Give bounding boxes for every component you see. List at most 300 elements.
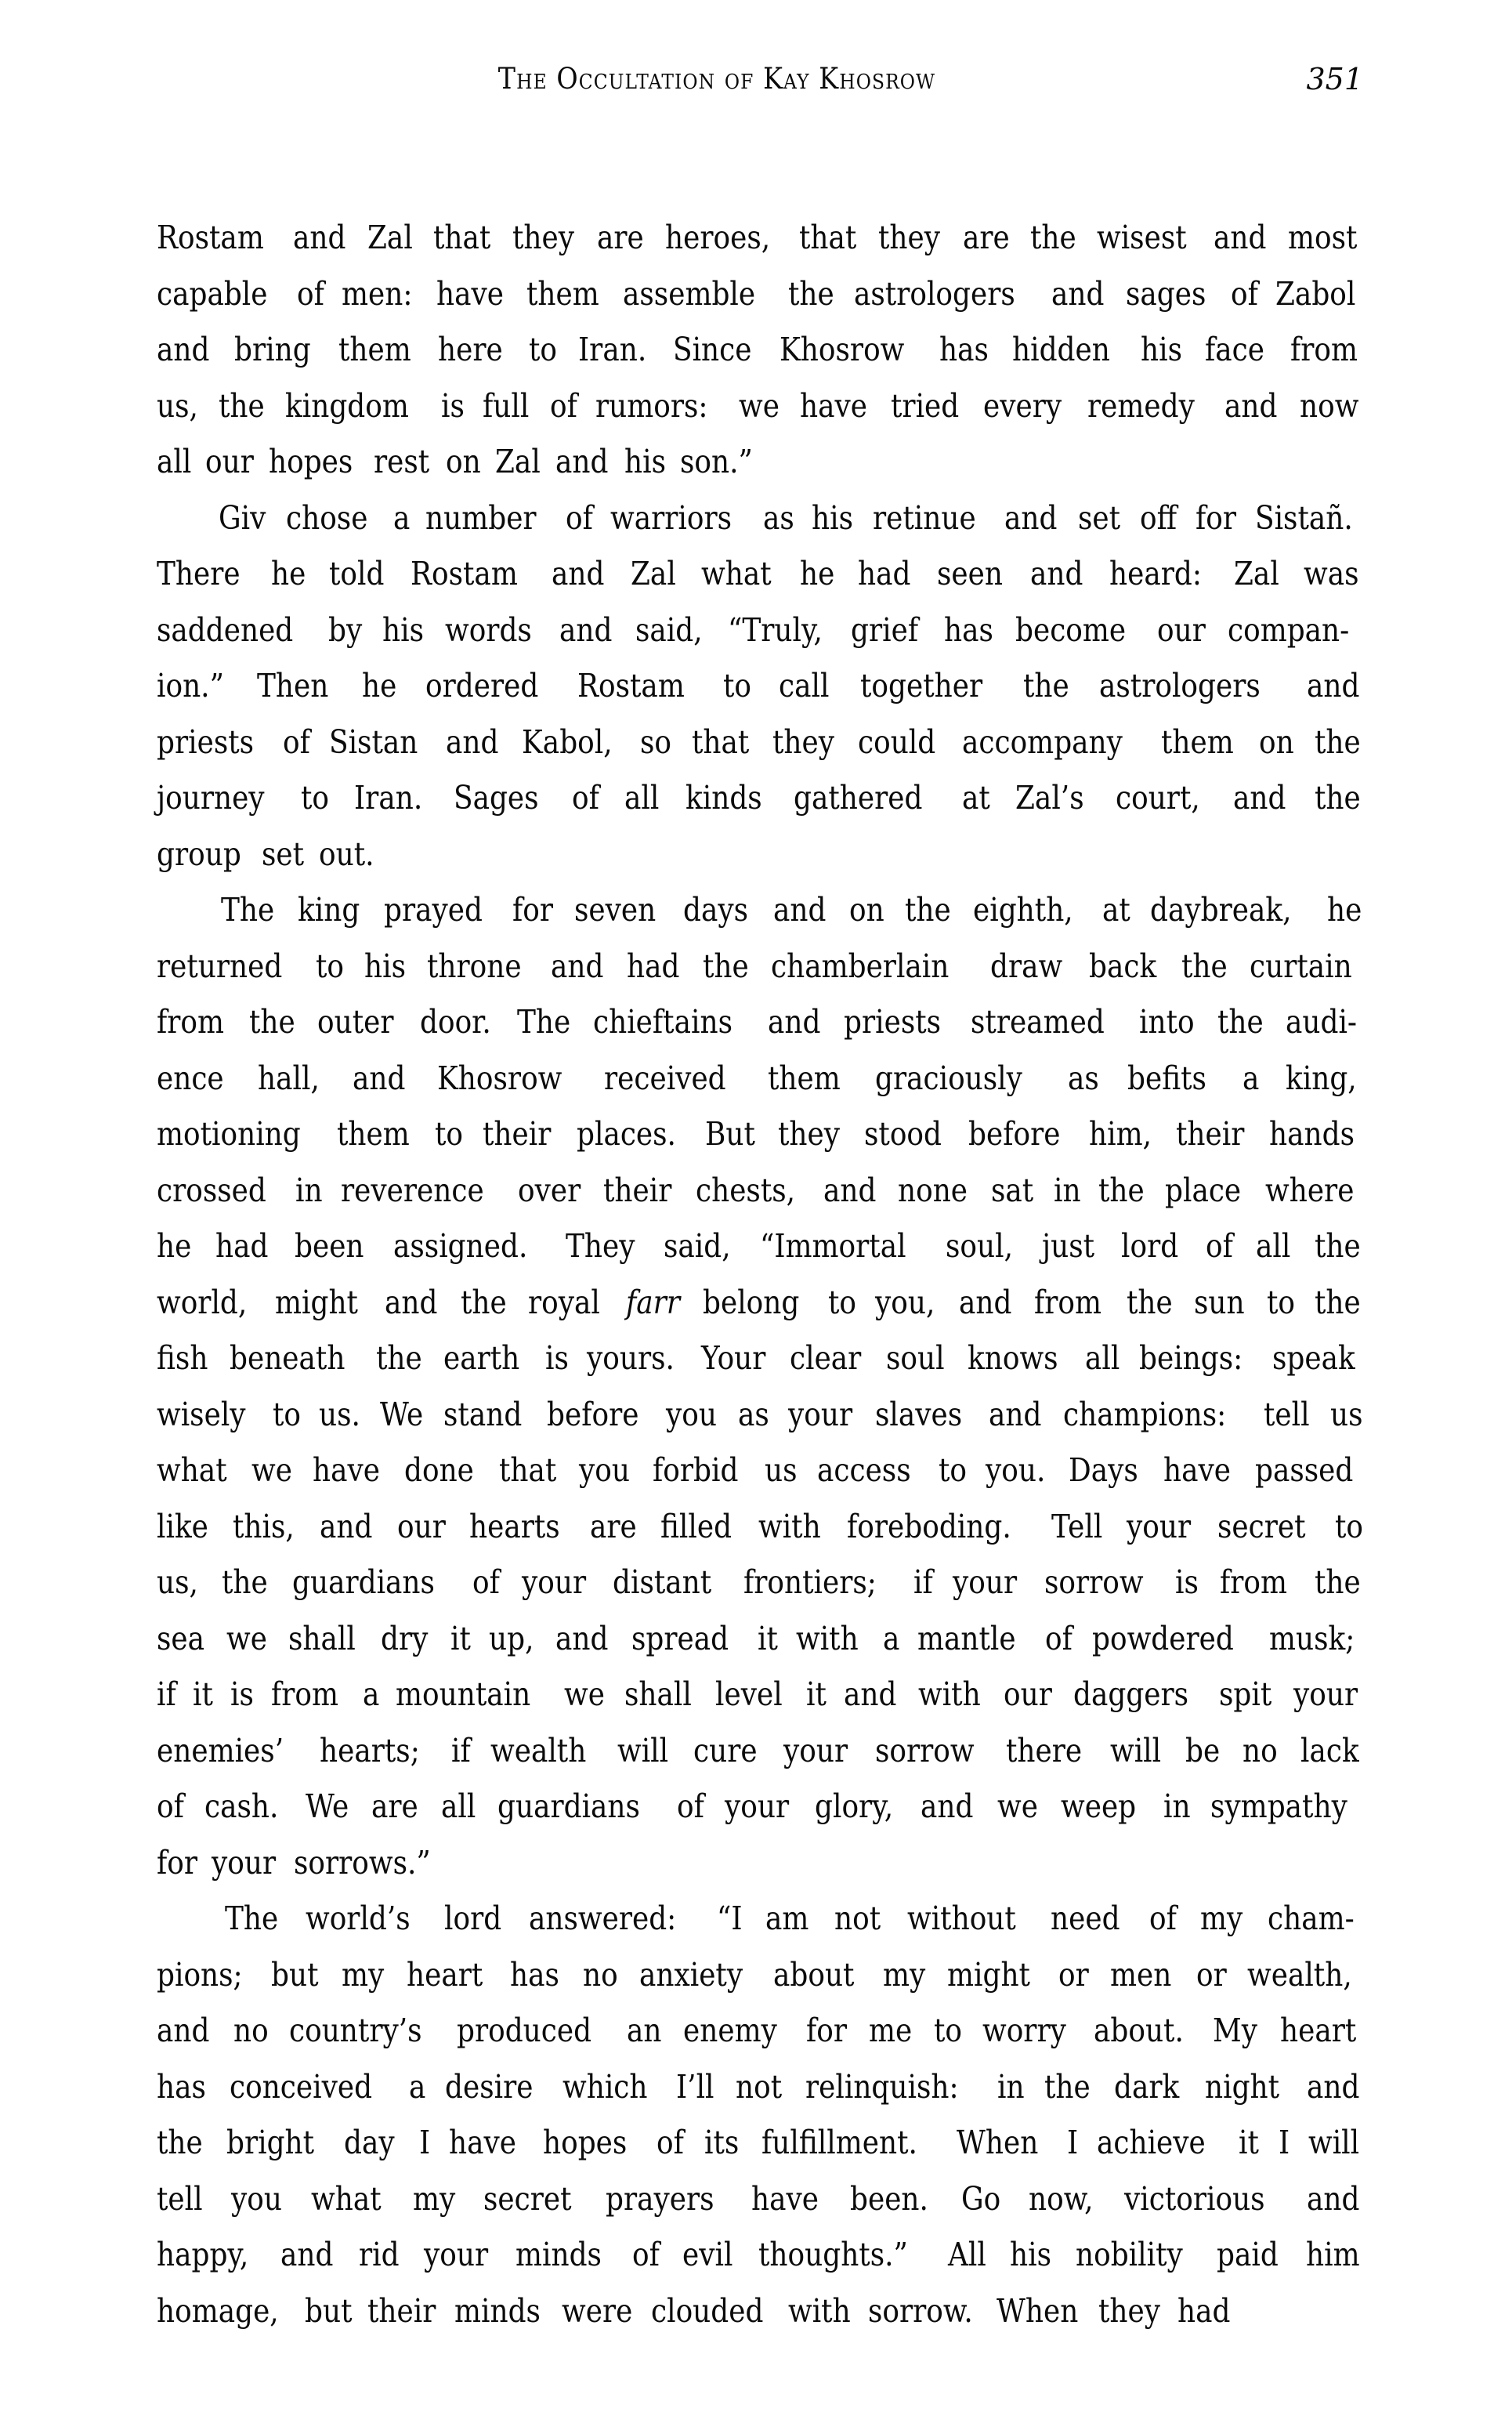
word: or: [1195, 1955, 1227, 1994]
word: sorrow.: [867, 2291, 973, 2330]
word: they: [778, 1115, 841, 1153]
word: and: [293, 219, 346, 256]
word: and: [989, 1395, 1042, 1433]
word: the: [222, 1563, 268, 1601]
word: that: [498, 1451, 557, 1489]
word: me: [868, 2012, 913, 2049]
word: have: [799, 386, 867, 425]
word: heart: [406, 1955, 483, 1994]
word: Sistañ.: [1255, 498, 1353, 537]
word: Rostam: [577, 667, 685, 704]
word: answered:: [529, 1900, 677, 1937]
word: cash.: [204, 1787, 279, 1825]
word: glory,: [814, 1787, 893, 1825]
word: places.: [576, 1115, 676, 1153]
word: their: [603, 1171, 672, 1209]
word: our: [1004, 1675, 1053, 1713]
word: full: [482, 386, 530, 425]
word: will: [1109, 1731, 1161, 1769]
word: daggers: [1073, 1675, 1189, 1713]
word: the: [376, 1339, 423, 1377]
word: Zal: [1233, 555, 1279, 592]
word: Iran.: [354, 779, 423, 817]
word: frontiers;: [743, 1563, 877, 1601]
word: now,: [1028, 2179, 1094, 2218]
word: the: [1217, 1003, 1264, 1041]
word: throne: [427, 947, 522, 985]
text-line: [157, 658, 1367, 715]
text-line: [157, 1555, 1367, 1611]
word: Khosrow: [437, 1059, 562, 1097]
word: us,: [157, 1563, 198, 1601]
word: the: [1314, 1563, 1361, 1601]
word: about.: [1094, 2012, 1185, 2049]
word: homage,: [157, 2291, 279, 2330]
word: access: [816, 1451, 911, 1489]
word: of: [283, 723, 311, 761]
word: had: [1177, 2291, 1231, 2330]
word: to: [272, 1395, 301, 1433]
word: he: [799, 555, 835, 592]
word: what: [700, 555, 772, 592]
word: have: [751, 2179, 819, 2218]
word: it: [193, 1675, 214, 1713]
word: When: [996, 2291, 1079, 2330]
word: from: [157, 1003, 225, 1041]
word: clouded: [650, 2291, 764, 2330]
word: sorrows.”: [294, 1843, 432, 1882]
word: it: [806, 1675, 827, 1713]
text-line: [157, 1667, 1367, 1723]
word: words: [445, 610, 532, 649]
word: journey: [157, 779, 265, 817]
word: at: [962, 779, 991, 817]
word: bring: [233, 331, 311, 368]
word: chieftains: [593, 1003, 733, 1041]
word: cure: [693, 1731, 758, 1769]
word: their: [483, 1115, 552, 1153]
word: and: [555, 1619, 609, 1657]
word: on: [1259, 723, 1295, 761]
word: a: [882, 1619, 900, 1657]
word: your: [1127, 1507, 1192, 1545]
text-line: [157, 715, 1367, 771]
word: and: [921, 1787, 974, 1825]
word: and: [157, 331, 210, 368]
word: them: [336, 1115, 410, 1153]
word: chests,: [695, 1171, 796, 1209]
word: most: [1287, 219, 1358, 256]
word: enemy: [682, 2012, 777, 2049]
word: hands: [1269, 1115, 1355, 1153]
word: filled: [660, 1507, 732, 1545]
word: accompany: [962, 723, 1123, 761]
word: foreboding.: [846, 1507, 1011, 1545]
word: they: [1098, 2291, 1161, 2330]
word: we: [226, 1619, 268, 1657]
word: speak: [1272, 1339, 1355, 1377]
text-line: [157, 1835, 1367, 1892]
word: all: [1085, 1339, 1120, 1377]
word: enemies’: [157, 1731, 284, 1769]
word: we: [997, 1787, 1039, 1825]
word: your: [953, 1563, 1018, 1601]
word: ordered: [425, 667, 538, 704]
word: spread: [631, 1619, 729, 1657]
word: and: [559, 610, 613, 649]
word: had: [627, 947, 680, 985]
word: relinquish:: [805, 2067, 959, 2106]
word: in: [1163, 1787, 1191, 1825]
word: The: [220, 891, 275, 929]
word: tried: [891, 386, 960, 425]
word: seven: [574, 891, 657, 929]
word: no: [233, 2012, 269, 2049]
word: thoughts.”: [758, 2236, 908, 2273]
text-line: [157, 1051, 1367, 1107]
word: wealth,: [1247, 1955, 1352, 1994]
word: seen: [936, 555, 1003, 592]
word: lord: [1120, 1227, 1178, 1265]
word: rest: [374, 443, 430, 480]
word: of: [1205, 1227, 1233, 1265]
word: his: [1141, 331, 1183, 368]
word: have: [448, 2124, 516, 2161]
word: sea: [157, 1619, 205, 1657]
text-line: [157, 2227, 1367, 2284]
word: of: [566, 498, 594, 537]
word: and: [1224, 386, 1278, 425]
word: been.: [850, 2179, 929, 2218]
word: no: [1243, 1731, 1278, 1769]
word: need: [1051, 1900, 1120, 1937]
word: to: [1334, 1507, 1363, 1545]
word: to: [316, 947, 345, 985]
word: are: [589, 1507, 637, 1545]
word: or: [1058, 1955, 1090, 1994]
word: said,: [664, 1227, 732, 1265]
word: been: [295, 1227, 364, 1265]
word: and: [1051, 274, 1105, 313]
word: shall: [288, 1619, 356, 1657]
text-line: [157, 1106, 1367, 1163]
word: at: [1102, 891, 1131, 929]
word: powdered: [1091, 1619, 1234, 1657]
word: if: [157, 1675, 176, 1713]
word: from: [1219, 1563, 1287, 1601]
word: your: [423, 2236, 488, 2273]
word: them: [338, 331, 411, 368]
word: Zal’s: [1015, 779, 1084, 817]
word: and: [1306, 667, 1360, 704]
word: we: [251, 1451, 293, 1489]
word: befits: [1127, 1059, 1207, 1097]
word: outer: [317, 1003, 394, 1041]
word: spit: [1219, 1675, 1272, 1713]
word: assigned.: [392, 1227, 528, 1265]
word: sages: [1125, 274, 1206, 313]
word: My: [1213, 2012, 1258, 2049]
word: will: [617, 1731, 669, 1769]
text-line: [157, 266, 1367, 323]
word: Giv: [219, 498, 266, 537]
word: for: [805, 2012, 847, 2049]
word: The: [224, 1900, 279, 1937]
word: back: [1088, 947, 1156, 985]
word: world,: [157, 1283, 248, 1321]
word: has: [157, 2067, 206, 2106]
word: but: [271, 1955, 319, 1994]
word: eighth,: [972, 891, 1073, 929]
word: heart: [1279, 2012, 1357, 2049]
word: Zal: [494, 443, 541, 480]
word: of: [656, 2124, 684, 2161]
word: slaves: [875, 1395, 963, 1433]
word: and: [320, 1507, 373, 1545]
word: Sages: [454, 779, 539, 817]
word: All: [947, 2236, 986, 2273]
word: beneath: [230, 1339, 345, 1377]
word: have: [1163, 1451, 1231, 1489]
word: pions;: [157, 1955, 243, 1994]
word: beings:: [1139, 1339, 1243, 1377]
text-line: [157, 1723, 1367, 1780]
word: the: [1022, 667, 1069, 704]
word: Rostam: [411, 555, 518, 592]
word: on: [446, 443, 482, 480]
word: Iran.: [577, 331, 646, 368]
word: We: [305, 1787, 349, 1825]
word: might: [947, 1955, 1031, 1994]
word: their: [367, 2291, 436, 2330]
word: days: [683, 891, 749, 929]
word: soul,: [946, 1227, 1014, 1265]
word: before: [547, 1395, 639, 1433]
word: the: [1314, 779, 1361, 817]
word: lord: [444, 1900, 502, 1937]
word: with: [918, 1675, 981, 1713]
text-line: [157, 1275, 1367, 1331]
word: a: [1242, 1059, 1260, 1097]
word: anxiety: [638, 1955, 743, 1994]
word: which: [562, 2067, 648, 2106]
word: a: [392, 498, 411, 537]
word: set: [1077, 498, 1120, 537]
word: for: [512, 891, 553, 929]
word: farr: [625, 1283, 680, 1321]
word: kinds: [685, 779, 762, 817]
word: my: [882, 1955, 925, 1994]
word: secret: [1217, 1507, 1306, 1545]
word: rid: [359, 2236, 400, 2273]
word: what: [310, 2179, 382, 2218]
word: fish: [157, 1339, 208, 1377]
word: minds: [454, 2291, 541, 2330]
word: of: [632, 2236, 660, 2273]
word: my: [342, 1955, 385, 1994]
word: not: [834, 1900, 881, 1937]
word: bright: [226, 2124, 315, 2161]
word: the: [218, 386, 265, 425]
word: and: [1030, 555, 1083, 592]
text-line: [157, 2059, 1367, 2116]
running-head-title: The Occultation of Kay Khosrow: [497, 62, 936, 96]
word: clear: [789, 1339, 862, 1377]
word: Go: [961, 2179, 1001, 2218]
word: distant: [613, 1563, 712, 1601]
word: of: [157, 1787, 184, 1825]
word: gathered: [794, 779, 923, 817]
word: They: [566, 1227, 635, 1265]
word: sorrow: [874, 1731, 975, 1769]
word: of: [472, 1563, 501, 1601]
word: his: [812, 498, 854, 537]
word: there: [1005, 1731, 1082, 1769]
word: told: [328, 555, 385, 592]
word: Kabol,: [521, 723, 613, 761]
word: the: [460, 1283, 507, 1321]
word: his: [382, 610, 424, 649]
word: his: [1010, 2236, 1051, 2273]
word: the: [787, 274, 834, 313]
word: guardians: [497, 1787, 640, 1825]
word: said,: [635, 610, 703, 649]
word: I: [418, 2124, 430, 2161]
word: he: [270, 555, 306, 592]
word: your: [212, 1843, 277, 1882]
word: that: [798, 219, 856, 256]
word: his: [364, 947, 406, 985]
word: lack: [1300, 1731, 1359, 1769]
paragraph: [157, 491, 1367, 883]
word: compan-: [1228, 610, 1350, 649]
word: and: [1232, 779, 1286, 817]
word: forbid: [652, 1451, 738, 1489]
word: had: [858, 555, 911, 592]
word: call: [779, 667, 830, 704]
word: to: [301, 779, 330, 817]
word: they: [772, 723, 834, 761]
word: the: [157, 2124, 203, 2161]
word: but: [304, 2291, 353, 2330]
word: When: [957, 2124, 1039, 2161]
word: graciously: [875, 1059, 1023, 1097]
word: just: [1041, 1227, 1094, 1265]
word: draw: [990, 947, 1063, 985]
word: Tell: [1051, 1507, 1103, 1545]
word: guardians: [291, 1563, 435, 1601]
word: stand: [443, 1395, 522, 1433]
word: royal: [528, 1283, 601, 1321]
word: it: [758, 1619, 779, 1657]
word: an: [627, 2012, 662, 2049]
word: the: [249, 1003, 295, 1041]
word: without: [906, 1900, 1016, 1937]
word: to: [934, 2012, 963, 2049]
word: Then: [256, 667, 329, 704]
word: chamberlain: [771, 947, 950, 985]
word: in: [1053, 1171, 1081, 1209]
word: to: [827, 1283, 856, 1321]
word: no: [582, 1955, 618, 1994]
text-line: [157, 1499, 1367, 1556]
page-number: 351: [1306, 62, 1363, 96]
word: the: [1181, 947, 1228, 985]
word: king: [297, 891, 360, 929]
word: sympathy: [1210, 1787, 1348, 1825]
word: as: [738, 1395, 770, 1433]
word: daybreak,: [1150, 891, 1292, 929]
word: is: [441, 386, 465, 425]
word: ion.”: [157, 667, 224, 704]
word: tell: [1263, 1395, 1310, 1433]
word: The: [516, 1003, 570, 1041]
word: are: [963, 219, 1010, 256]
word: and: [772, 891, 827, 929]
word: every: [983, 386, 1062, 425]
word: son.”: [680, 443, 754, 480]
word: had: [215, 1227, 269, 1265]
word: your: [783, 1731, 848, 1769]
word: the: [1030, 219, 1076, 256]
word: assemble: [623, 274, 756, 313]
word: country’s: [289, 2012, 422, 2049]
body-text: [157, 210, 1367, 2339]
word: dry: [380, 1619, 429, 1657]
word: from: [1034, 1283, 1102, 1321]
word: hidden: [1012, 331, 1110, 368]
word: I’ll: [675, 2067, 714, 2106]
word: your: [521, 1563, 586, 1601]
text-line: [157, 1163, 1367, 1219]
word: us: [1329, 1395, 1363, 1433]
word: have: [436, 274, 504, 313]
word: together: [859, 667, 982, 704]
word: to: [1267, 1283, 1296, 1321]
paragraph: [157, 1891, 1367, 2339]
word: hall,: [257, 1059, 320, 1097]
word: astrologers: [1098, 667, 1261, 704]
word: group: [157, 835, 241, 873]
word: desire: [444, 2067, 534, 2106]
text-line: [157, 603, 1367, 659]
word: chose: [286, 498, 368, 537]
word: mountain: [396, 1675, 531, 1713]
word: I: [1279, 2124, 1290, 2161]
text-line: [157, 1331, 1367, 1387]
text-line: [157, 210, 1367, 266]
text-line: [157, 1611, 1367, 1668]
word: from: [1290, 331, 1358, 368]
word: was: [1304, 555, 1359, 592]
word: hearts;: [319, 1731, 420, 1769]
text-line: [157, 882, 1367, 939]
word: and: [280, 2236, 334, 2273]
word: it: [450, 1619, 471, 1657]
word: hearts: [469, 1507, 560, 1545]
word: prayed: [384, 891, 483, 929]
word: your: [724, 1787, 789, 1825]
text-line: [157, 2003, 1367, 2059]
word: and: [353, 1059, 406, 1097]
word: the: [1098, 1171, 1145, 1209]
word: I: [1067, 2124, 1079, 2161]
word: soul: [885, 1339, 945, 1377]
word: before: [968, 1115, 1061, 1153]
word: my: [1199, 1900, 1243, 1937]
word: on: [848, 891, 884, 929]
word: weep: [1060, 1787, 1136, 1825]
